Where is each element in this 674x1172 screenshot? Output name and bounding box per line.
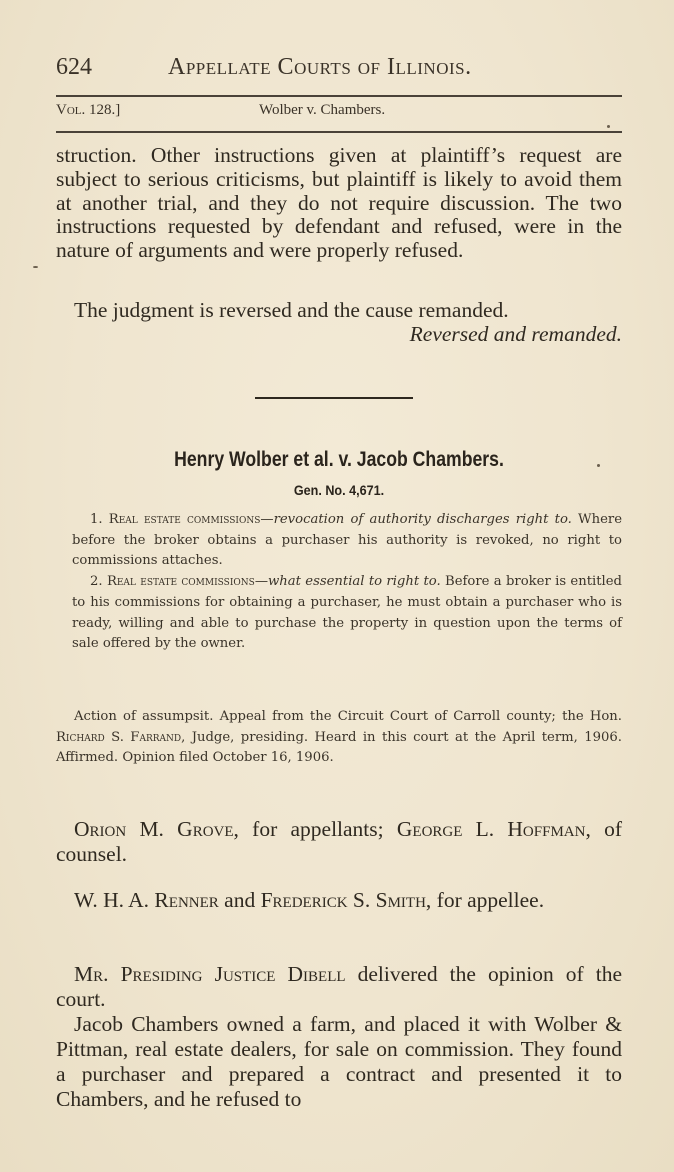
appellants-counsel-paragraph bbox=[56, 817, 622, 867]
appellee-attorney-1: W. H. A. Renner bbox=[74, 888, 219, 912]
appellee-counsel-paragraph bbox=[56, 888, 622, 913]
of-counsel-attorney: George L. Hoffman bbox=[396, 817, 586, 841]
justice-name: Mr. Presiding Justice Dibell bbox=[74, 962, 346, 986]
headnote-text: Before a broker is entitled to his commissions for obtaining a purchaser, he must obtain a purchaser who is ready, willing and able to purchase the property in question upon the terms of sale offered by the owner. bbox=[72, 574, 622, 652]
headnote-text: Where before the broker obtains a purchaser his authority is revoked, no right to commissions attaches. bbox=[72, 512, 623, 569]
opinion bbox=[56, 962, 622, 1112]
prior-case-judgment bbox=[56, 299, 622, 323]
header-rule-top bbox=[56, 95, 622, 97]
judgment-text: The judgment is reversed and the cause remanded. bbox=[74, 298, 509, 322]
opinion-attribution bbox=[56, 962, 622, 1012]
opinion-body: Jacob Chambers owned a farm, and placed it with Wolber & Pittman, real estate dealers, for sale on commission. They found a purchaser and prepared a contract and presented it to Chambers, and he refused to bbox=[56, 1012, 622, 1111]
headnotes bbox=[72, 510, 622, 655]
appellants-role: , for appellants; bbox=[233, 817, 397, 841]
appellants-attorney: Orion M. Grove bbox=[74, 817, 234, 841]
action-paragraph bbox=[56, 707, 622, 769]
headnote-1 bbox=[72, 510, 622, 572]
of-counsel-role: , of counsel. bbox=[56, 817, 622, 866]
case-title: Henry Wolber et al. v. Jacob Chambers. bbox=[174, 448, 504, 471]
action-statement bbox=[56, 707, 622, 769]
running-head bbox=[56, 54, 622, 84]
appellee-counsel bbox=[56, 888, 622, 913]
prior-case-paragraph bbox=[56, 144, 622, 263]
action-text-2: , Judge, presiding. Heard in this court at the April term, 1906. Affirmed. Opinion filed October 16, 1906. bbox=[56, 729, 622, 766]
general-number: Gen. No. 4,671. bbox=[293, 482, 385, 498]
volume-label: Vol. 128.] bbox=[56, 102, 121, 118]
appellee-and: and bbox=[218, 888, 261, 912]
appellants-counsel bbox=[56, 817, 622, 867]
case-short-title: Wolber v. Chambers. bbox=[259, 102, 386, 118]
paper-speck bbox=[33, 266, 38, 268]
case-divider bbox=[255, 397, 413, 399]
headnote-2 bbox=[72, 572, 622, 655]
headnote-topic: Real estate commissions bbox=[106, 574, 255, 590]
delivered-text: delivered the opinion of the court. bbox=[56, 962, 623, 1011]
action-text-1: Action of assumpsit. Appeal from the Circuit Court of Carroll county; the Hon. bbox=[74, 709, 622, 724]
prior-case-disposition: Reversed and remanded. bbox=[409, 322, 622, 346]
headnote-number: 2. bbox=[90, 574, 103, 590]
headnote-subtopic: —what essential to right to. bbox=[254, 574, 441, 590]
paper-speck bbox=[597, 464, 600, 467]
appellee-role: , for appellee. bbox=[425, 888, 545, 912]
headnote-number: 1. bbox=[90, 512, 103, 527]
prior-case-text: struction. Other instructions given at plaintiff’s request are subject to serious criticisms, but plaintiff is likely to avoid them at another trial, and they do not require discussion. The two instructions requested by defendant and refused, were in the nature of arguments and were properly refused. bbox=[56, 143, 622, 263]
header-rule-bottom bbox=[56, 131, 622, 133]
page-number: 624 bbox=[56, 54, 92, 80]
journal-title: Appellate Courts of Illinois. bbox=[168, 54, 472, 80]
appellee-attorney-2: Frederick S. Smith bbox=[260, 888, 426, 912]
trial-judge-name: Richard S. Farrand bbox=[56, 729, 182, 745]
headnote-subtopic: —revocation of authority discharges right to. bbox=[260, 512, 572, 527]
headnote-topic: Real estate commissions bbox=[108, 512, 261, 527]
paper-speck bbox=[607, 125, 610, 128]
